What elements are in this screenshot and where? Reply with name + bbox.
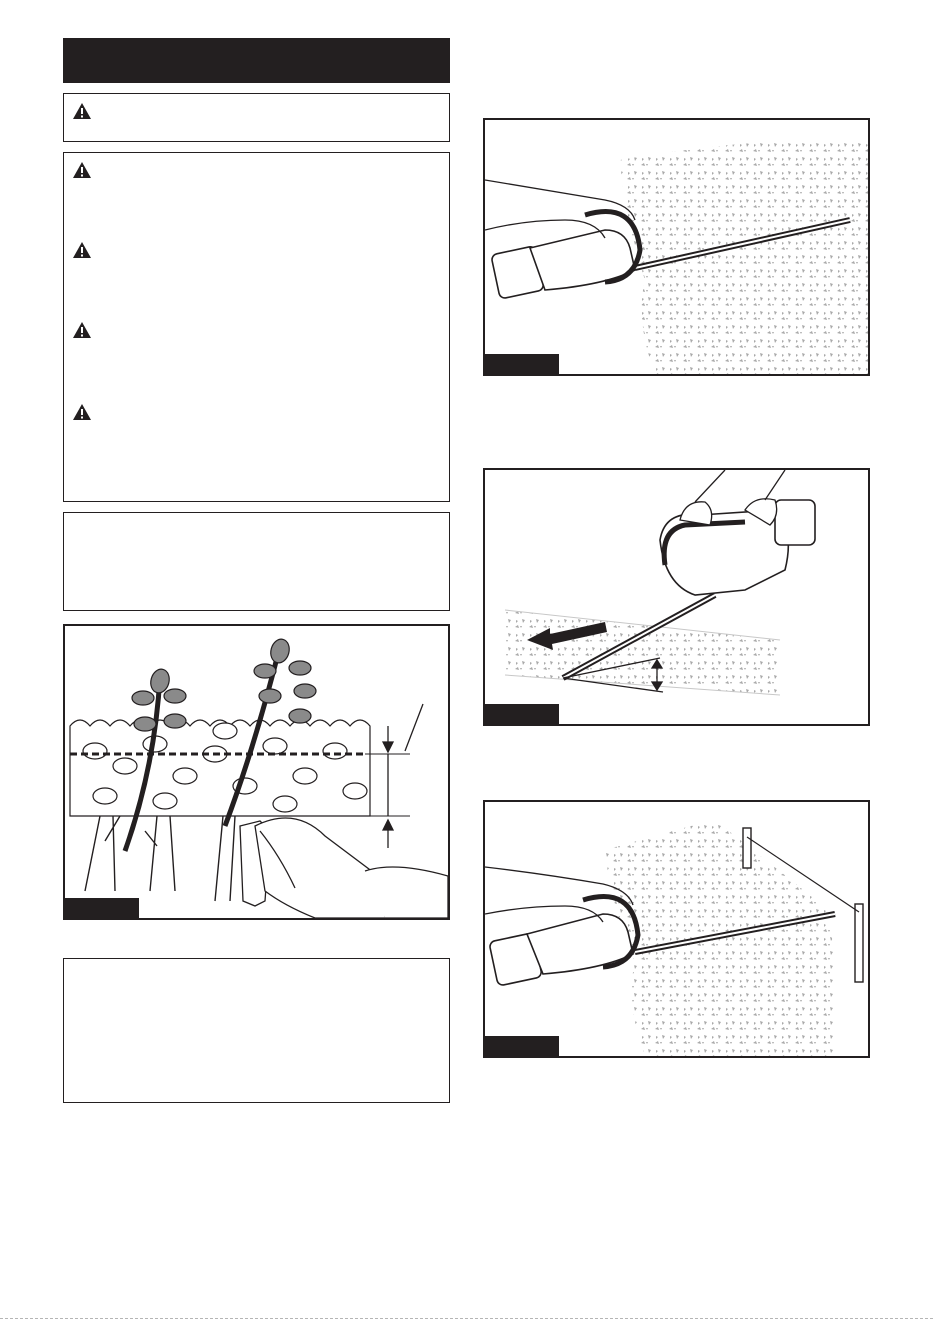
operator-arms <box>485 180 635 238</box>
warning-triangle-icon <box>72 321 92 339</box>
figure-trimming-with-guide-string <box>483 800 870 1058</box>
dimension-arrows <box>383 704 423 848</box>
page-bottom-rule <box>0 1318 933 1319</box>
figure-trimming-side <box>483 118 870 376</box>
warning-triangle-icon <box>72 241 92 259</box>
warning-box <box>63 93 450 142</box>
hand-with-shears <box>240 818 448 918</box>
trimming-side-illustration <box>485 120 868 374</box>
figure-label-tab <box>65 898 139 918</box>
figure-trimming-top <box>483 468 870 726</box>
foliage <box>70 720 370 816</box>
figure-label-tab <box>485 1036 559 1056</box>
section-header-bar <box>63 38 450 83</box>
trunks <box>85 816 235 901</box>
trimming-top-illustration <box>485 470 868 724</box>
hedge-pruning-illustration <box>65 626 448 918</box>
note-box <box>63 512 450 611</box>
warning-triangle-icon <box>72 403 92 421</box>
figure-label-tab <box>485 354 559 374</box>
note-box-bottom <box>63 958 450 1103</box>
warnings-box <box>63 152 450 502</box>
warning-triangle-icon <box>72 161 92 179</box>
warning-triangle-icon <box>72 102 92 120</box>
figure-label-tab <box>485 704 559 724</box>
trimming-guide-illustration <box>485 802 868 1056</box>
figure-hedge-pruning <box>63 624 450 920</box>
